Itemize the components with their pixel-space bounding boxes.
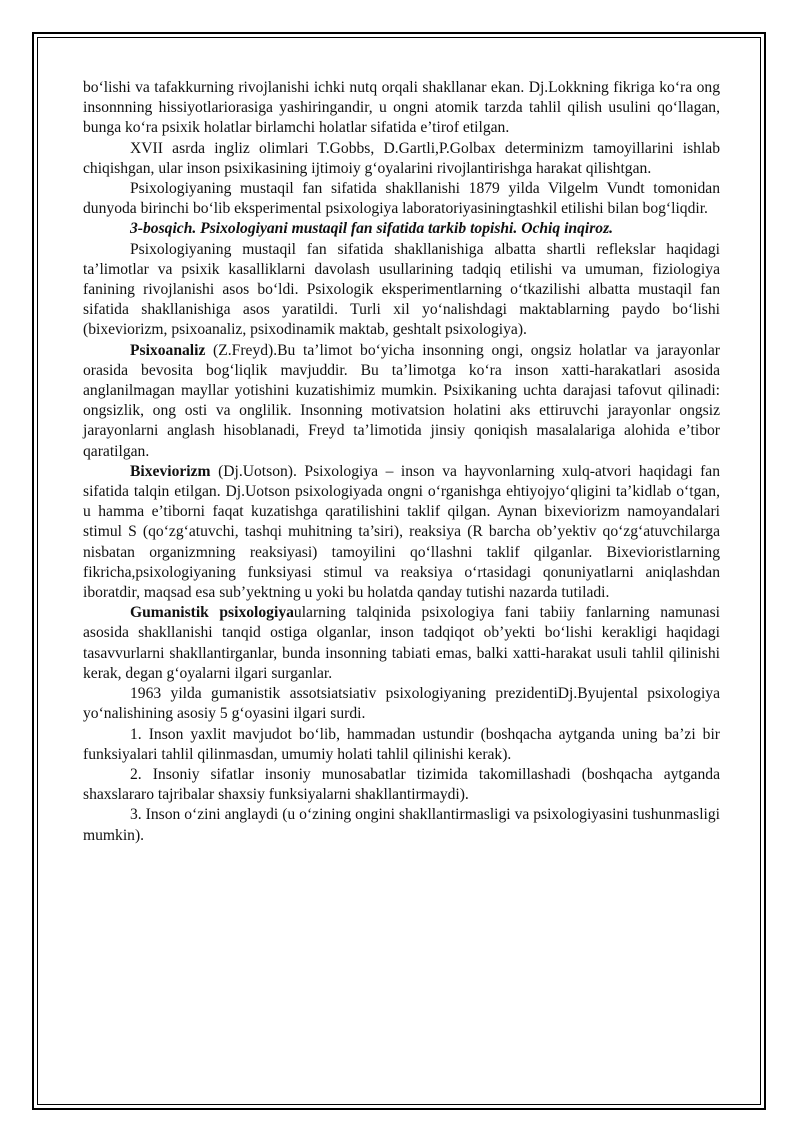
paragraph-gumanistik (83, 603, 720, 684)
paragraph-4: Psixologiyaning mustaqil fan sifatida shakllanishiga albatta shartli reflekslar haqidagi ta’limotlar va psixik kasalliklarni davolash usullarining tadqiq etilishi va umuman, fiziologiya fanining rivojlanishi asos bo‘ldi. Psixologik eksperimentlarning o‘tkazilishi albatta mustaqil fan sifatida shakllanishiga asos yaratildi. Turli xil yo‘nalishdagi maktablarning paydo bo‘lishi (bixeviorizm, psixoanaliz, psixodinamik maktab, geshtalt psixologiya). (83, 240, 720, 339)
term-psixoanaliz: Psixoanaliz (130, 341, 206, 359)
section-heading: 3-bosqich. Psixologiyani mustaqil fan sifatida tarkib topishi. Ochiq inqiroz. (130, 220, 614, 238)
term-bixeviorizm: Bixeviorizm (130, 462, 211, 480)
paragraph-1: bo‘lishi va tafakkurning rivojlanishi ichki nutq orqali shakllanar ekan. Dj.Lokkning fikriga ko‘ra ong insonnning hissiyotlariorasiga yashiringandir, u ongni atomik tarzda tahlil qilish usulini qo‘llagan, bunga ko‘ra psixik holatlar birlamchi holatlar sifatida e’tirof etilgan. (83, 79, 720, 137)
paragraph-bixeviorizm (83, 462, 720, 603)
term-gumanistik: Gumanistik psixologiya (130, 604, 294, 622)
paragraph-gumanistik-text: ularning talqinida psixologiya fani tabiiy fanlarning namunasi asosida shakllanishi tanqid ostiga olganlar, inson tadqiqot ob’yekti bo‘lishi kerakligi haqidagi tasavvurlarni shakllantirganlar, bunda insonning tabiati emas, balki xatti-harakat usuli tahlil qilinishi kerak, degan g‘oyalarni ilgari surganlar. (83, 604, 720, 682)
paragraph-3: Psixologiyaning mustaqil fan sifatida shakllanishi 1879 yilda Vilgelm Vundt tomonidan dunyoda birinchi bo‘lib eksperimental psixologiya laboratoriyasiningtashkil etilishi bilan bog‘liqdir. (83, 180, 720, 218)
paragraph-2: XVII asrda ingliz olimlari T.Gobbs, D.Gartli,P.Golbax determinizm tamoyillarini ishlab chiqishgan, ular inson psixikasining ijtimoiy g‘oyalarini rivojlantirishga harakat qilishtgan. (83, 139, 720, 177)
list-item-2: 2. Insoniy sifatlar insoniy munosabatlar tizimida takomillashadi (boshqacha aytganda shaxslararo tajribalar shaxsiy funksiyalarni shakllantirmaydi). (83, 765, 720, 804)
paragraph-bixeviorizm-text: (Dj.Uotson). Psixologiya – inson va hayvonlarning xulq-atvori haqidagi fan sifatida talqin etilgan. Dj.Uotson psixologiyada ongni o‘rganishga ehtiyojyo‘qligini ta’kidlab o‘tgan, u hamma e’tiborni faqat kuzatishga qaratilishini taklif qilgan. Aynan bixeviorizm namoyandalari stimul S (qo‘zg‘atuvchi, tashqi muhitning ta’siri), reaksiya (R barcha ob’yektiv qo‘zg‘atuvchilarga nisbatan organizmning reaksiyasi) tamoyilini qo‘llashni taklif qilganlar. Bixevioristlarning fikricha,psixologiyaning funksiyasi stimul va reaksiya o‘rtasidagi qonuniyatlarni aniqlashdan iboratdir, maqsad esa sub’yektning u yoki bu holatda qanday tutishi nazarda tutiladi. (83, 462, 720, 602)
paragraph-psixoanaliz (83, 341, 720, 462)
paragraph-8: 1963 yilda gumanistik assotsiatsiativ psixologiyaning prezidentiDj.Byujental psixologiya yo‘nalishining asosiy 5 g‘oyasini ilgari surdi. (83, 685, 720, 723)
list-item-3: 3. Inson o‘zini anglaydi (u o‘zining ongini shakllantirmasligi va psixologiyasini tushunmasligi mumkin). (83, 806, 720, 844)
document-body (83, 78, 720, 846)
list-item-1: 1. Inson yaxlit mavjudot bo‘lib, hammadan ustundir (boshqacha aytganda uning ba’zi bir funksiyalari tahlil qilinmasdan, umumiy holati tahlil qilinishi kerak). (83, 725, 720, 763)
paragraph-psixoanaliz-text: (Z.Freyd).Bu ta’limot bo‘yicha insonning ongi, ongsiz holatlar va jarayonlar orasida bevosita bog‘liqlik mavjuddir. Bu ta’limotga ko‘ra inson xatti-harakatlari asosida anglanilmagan mayllar yotishini kuzatishimiz mumkin. Psixikaning uchta darajasi tafovut qilinadi: ongsizlik, ong osti va onglilik. Insonning motivatsion holatini aks ettiruvchi jarayonlar ongsiz jarayonlarni anglash hisoblanadi, Freyd ta’limotida jinsiy qoniqish masalalariga alohida e’tibor qaratilgan. (83, 341, 720, 460)
